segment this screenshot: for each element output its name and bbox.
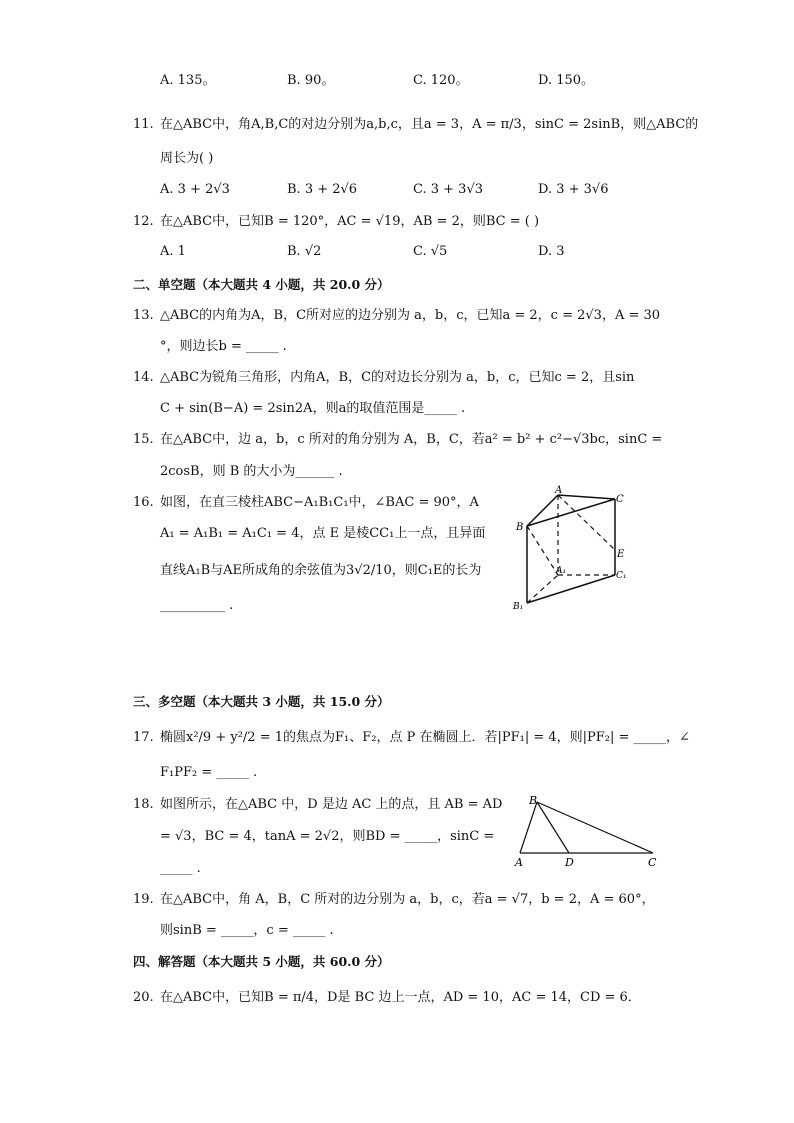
q16-label-b1: B₁ xyxy=(513,602,524,612)
q16-text-line4: __________ . xyxy=(160,598,234,613)
q17-number: 17. xyxy=(133,730,154,745)
q11-option-c: C. 3 + 3√3 xyxy=(413,182,484,197)
q16-label-a: A xyxy=(555,485,563,496)
q20-number: 20. xyxy=(133,990,154,1005)
q19-text-line1: 在△ABC中，角 A，B，C 所对的边分别为 a，b，c，若a = √7，b = 2，A = 60°， xyxy=(160,892,655,907)
q16-number: 16. xyxy=(133,495,154,510)
q11-text-line1: 在△ABC中，角A,B,C的对边分别为a,b,c，且a = 3，A = π/3，sinC = 2sinB，则△ABC的 xyxy=(160,117,699,132)
q13-text-line2: °，则边长b = _____ . xyxy=(160,339,287,354)
q16-text-line1: 如图，在直三棱柱ABC−A₁B₁C₁中，∠BAC = 90°，A xyxy=(160,495,479,510)
q10-option-c: C. 120。 xyxy=(413,73,469,88)
q19-number: 19. xyxy=(133,892,154,907)
q17-text-line1: 椭圆x²/9 + y²/2 = 1的焦点为F₁、F₂，点 P 在椭圆上．若|PF₁| = 4，则|PF₂| = _____，∠ xyxy=(160,730,690,745)
q18-text-line1: 如图所示，在△ABC 中，D 是边 AC 上的点，且 AB = AD xyxy=(160,797,503,812)
q12-text-line1: 在△ABC中，已知B = 120°，AC = √19，AB = 2，则BC = ( ) xyxy=(160,214,540,229)
q12-option-b: B. √2 xyxy=(287,244,322,259)
q12-number: 12. xyxy=(133,214,154,229)
q10-option-b: B. 90。 xyxy=(287,73,335,88)
q16-text-line3: 直线A₁B与AE所成角的余弦值为3√2/10，则C₁E的长为 xyxy=(160,563,482,578)
q17-text-line2: F₁PF₂ = _____ . xyxy=(160,765,258,780)
q18-text-line3: _____ . xyxy=(160,861,201,876)
q11-number: 11. xyxy=(133,117,154,132)
section-2-heading: 二、单空题（本大题共 4 小题，共 20.0 分） xyxy=(133,277,390,292)
q10-option-d: D. 150。 xyxy=(538,73,595,88)
q12-option-c: C. √5 xyxy=(413,244,448,259)
q13-text-line1: △ABC的内角为A，B，C所对应的边分别为 a，b，c，已知a = 2，c = 2√3，A = 30 xyxy=(160,308,661,323)
q15-number: 15. xyxy=(133,432,154,447)
q14-text-line1: △ABC为锐角三角形，内角A，B，C的对边长分别为 a，b，c，已知c = 2，且sin xyxy=(160,370,635,385)
q16-label-c: C xyxy=(616,494,624,505)
q18-label-c: C xyxy=(648,856,657,869)
q18-text-line2: = √3，BC = 4，tanA = 2√2，则BD = _____，sinC = xyxy=(160,829,495,844)
q14-number: 14. xyxy=(133,370,154,385)
q18-label-b: B xyxy=(529,794,538,807)
q16-label-e: E xyxy=(617,549,625,560)
q11-text-line2: 周长为( ) xyxy=(160,151,214,166)
section-4-heading: 四、解答题（本大题共 5 小题，共 60.0 分） xyxy=(133,954,390,969)
section-3-heading: 三、多空题（本大题共 3 小题，共 15.0 分） xyxy=(133,694,390,709)
q16-prism-figure xyxy=(505,485,650,615)
q10-option-a: A. 135。 xyxy=(160,73,216,88)
q16-text-line2: A₁ = A₁B₁ = A₁C₁ = 4，点 E 是棱CC₁上一点，且异面 xyxy=(160,526,486,541)
q18-label-d: D xyxy=(565,856,574,869)
q12-option-d: D. 3 xyxy=(538,244,565,259)
q11-option-a: A. 3 + 2√3 xyxy=(160,182,230,197)
q16-label-c1: C₁ xyxy=(616,571,627,581)
q18-label-a: A xyxy=(515,856,523,869)
q19-text-line2: 则sinB = _____，c = _____ . xyxy=(160,923,334,938)
q11-option-b: B. 3 + 2√6 xyxy=(287,182,358,197)
q15-text-line2: 2cosB，则 B 的大小为______ . xyxy=(160,464,343,479)
q18-triangle-figure xyxy=(510,790,665,870)
q13-number: 13. xyxy=(133,308,154,323)
q14-text-line2: C + sin(B−A) = 2sin2A，则a的取值范围是_____ . xyxy=(160,401,466,416)
q15-text-line1: 在△ABC中，边 a，b，c 所对的角分别为 A，B，C，若a² = b² + c²−√3bc，sinC = xyxy=(160,432,663,447)
q18-number: 18. xyxy=(133,797,154,812)
q20-text-line1: 在△ABC中，已知B = π/4，D是 BC 边上一点，AD = 10，AC = 14，CD = 6． xyxy=(160,990,641,1005)
q11-option-d: D. 3 + 3√6 xyxy=(538,182,609,197)
q16-label-a1: A₁ xyxy=(556,566,567,576)
q16-label-b: B xyxy=(516,522,524,533)
q12-option-a: A. 1 xyxy=(160,244,186,259)
